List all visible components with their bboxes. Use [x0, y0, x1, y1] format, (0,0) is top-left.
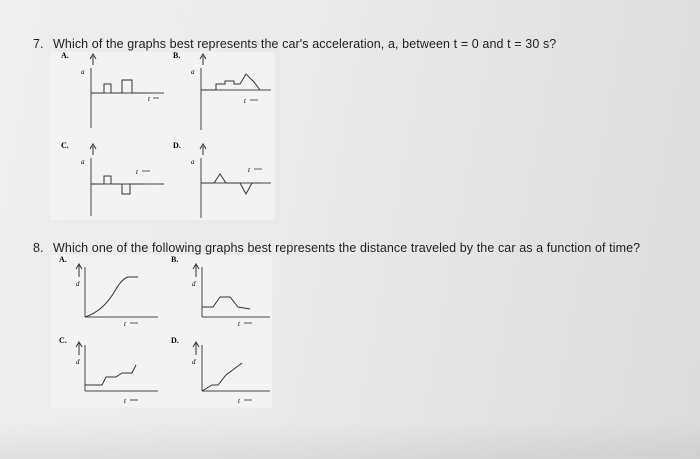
q7-d-y-label: a [191, 158, 195, 166]
q7-c-curve [91, 176, 146, 194]
q8-d-y-label: d [192, 358, 196, 366]
q8-a-curve [85, 277, 138, 317]
q8-c-curve [85, 365, 136, 385]
q7-b-curve [201, 74, 260, 90]
q8-c-t-label: t [124, 397, 126, 405]
q7-option-b-label: B. [173, 51, 181, 60]
q8-d-t-label: t [238, 397, 240, 405]
q7-d-t-label: t [248, 166, 250, 174]
q8-b-t-label: t [238, 320, 240, 328]
question-8-number: 8. [33, 241, 44, 255]
q7-option-a-label: A. [61, 51, 69, 60]
question-7-number: 7. [33, 37, 44, 51]
q7-graph-d[interactable] [168, 136, 273, 218]
q7-option-d-label: D. [173, 141, 181, 150]
q7-graph-c[interactable] [56, 136, 166, 218]
q8-graph-c[interactable] [56, 333, 161, 408]
q7-b-t-label: t [244, 97, 246, 105]
q7-a-t-label: t [148, 95, 150, 103]
q8-option-b-label: B. [171, 255, 179, 264]
q8-graph-d[interactable] [168, 333, 273, 408]
q8-a-t-label: t [124, 320, 126, 328]
q8-option-c-label: C. [59, 336, 67, 345]
q8-c-y-label: d [76, 358, 80, 366]
page-shadow [0, 420, 700, 459]
q8-a-y-label: d [76, 280, 80, 288]
q8-option-d-label: D. [171, 336, 179, 345]
question-7-text: Which of the graphs best represents the car's acceleration, a, between t = 0 and t = 30 s? [53, 37, 557, 51]
q8-graph-a[interactable] [56, 253, 161, 333]
question-8-text: Which one of the following graphs best represents the distance traveled by the car as a function of time? [53, 241, 641, 255]
q7-c-y-label: a [81, 158, 85, 166]
q7-option-c-label: C. [61, 141, 69, 150]
q7-b-y-label: a [191, 68, 195, 76]
q7-c-t-label: t [136, 168, 138, 176]
q7-a-curve [91, 80, 146, 93]
q8-b-y-label: d [192, 280, 196, 288]
q7-graph-b[interactable] [168, 48, 273, 133]
q8-option-a-label: A. [59, 255, 67, 264]
q7-a-y-label: a [81, 68, 85, 76]
q8-d-curve [202, 363, 242, 391]
q7-graph-a[interactable] [56, 48, 166, 133]
q8-b-curve [202, 297, 250, 309]
q7-d-curve [201, 174, 262, 194]
q8-graph-b[interactable] [168, 253, 273, 333]
